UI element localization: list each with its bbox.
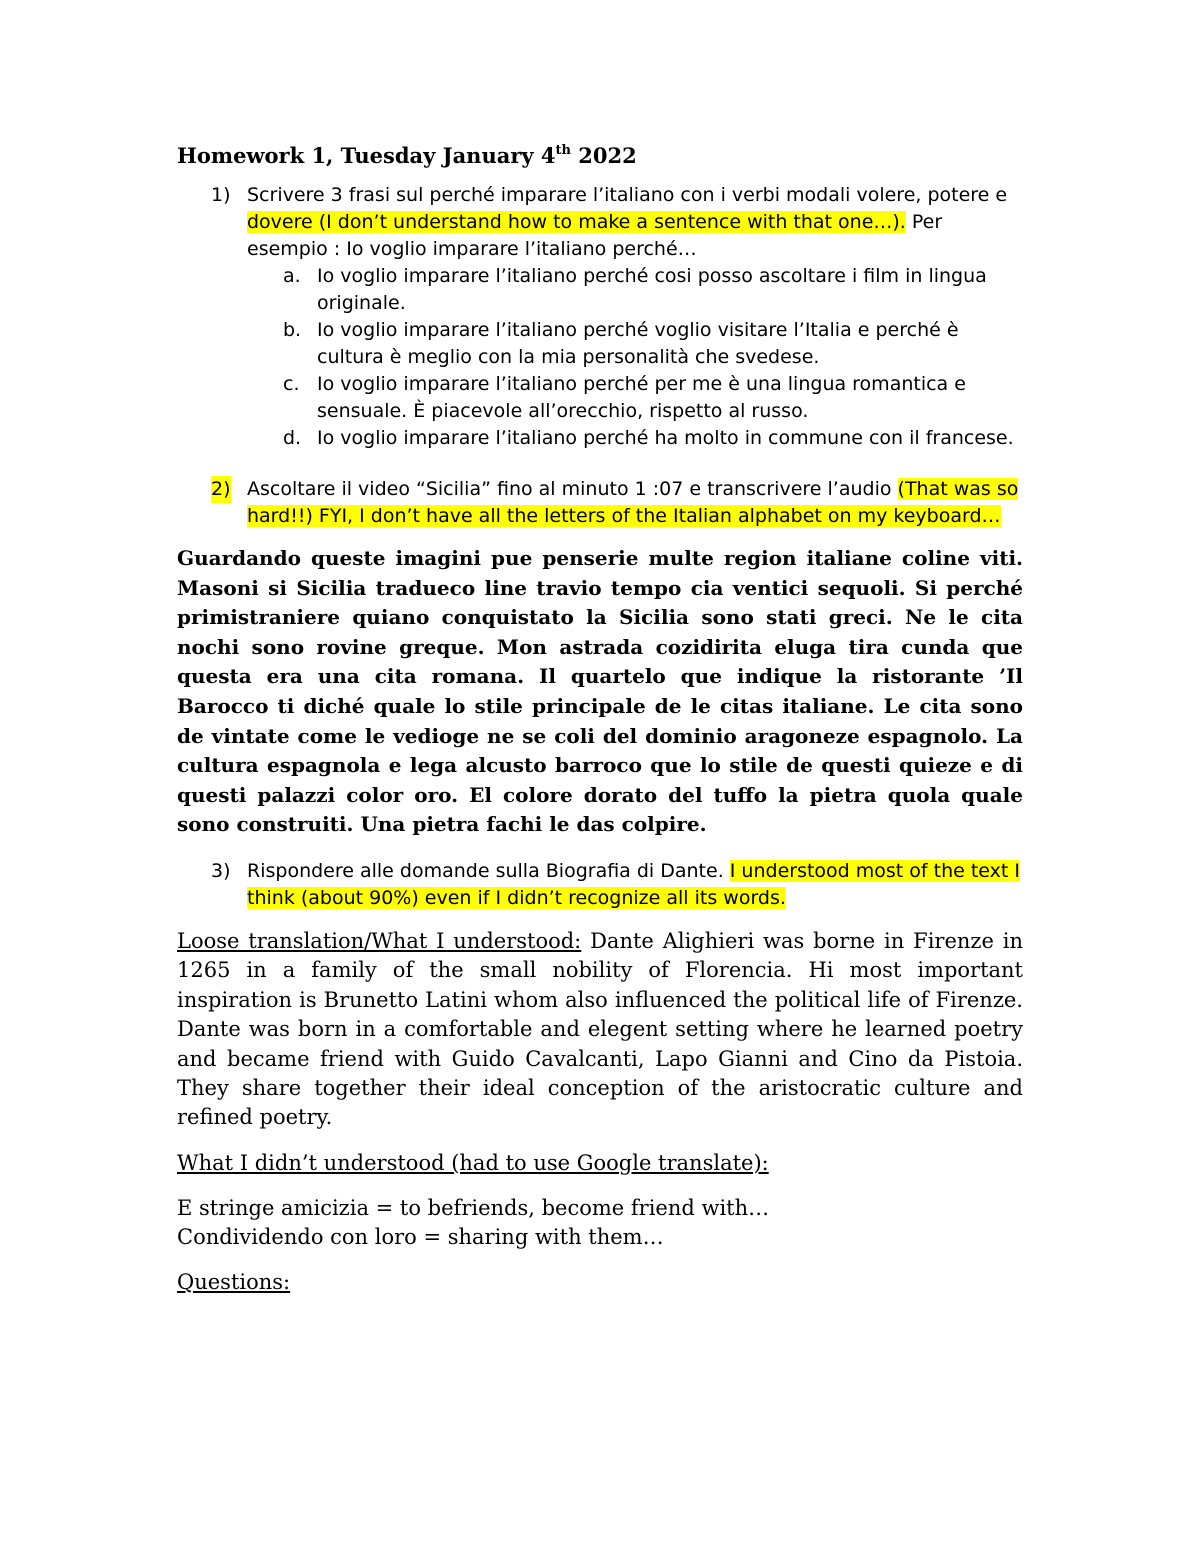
task-3	[177, 858, 1023, 912]
title-text: Homework 1, Tuesday January 4	[177, 143, 556, 168]
task-2-instruction: Ascoltare il video “Sicilia” fino al minuto 1 :07 e transcrivere l’audio	[247, 478, 898, 500]
task-1-number: 1)	[211, 184, 231, 206]
homework-title	[177, 140, 1023, 172]
list-item-letter: d.	[283, 427, 302, 449]
task-1-example: Per esempio : Io voglio imparare l’italiano perché…	[247, 211, 943, 260]
vocab-line-2: Condividendo con loro = sharing with them…	[177, 1224, 664, 1249]
task-1-intro	[247, 182, 1023, 263]
list-item-text: Io voglio imparare l’italiano perché ha molto in commune con il francese.	[317, 427, 1014, 449]
task-2-text	[247, 476, 1023, 530]
list-item-letter: a.	[283, 265, 301, 287]
title-year: 2022	[578, 143, 637, 168]
list-item-text: Io voglio imparare l’italiano perché cosi posso ascoltare i film in lingua originale.	[317, 265, 987, 314]
list-item-text: Io voglio imparare l’italiano perché per me è una lingua romantica e sensuale. È piacevole all’orecchio, rispetto al russo.	[317, 373, 966, 422]
document-page	[177, 140, 1023, 1297]
list-item-letter: b.	[283, 319, 302, 341]
questions-heading: Questions:	[177, 1269, 291, 1294]
task-3-highlight: I understood most of the text I think (about 90%) even if I didn’t recognize all its words.	[247, 859, 1021, 909]
task-3-number: 3)	[211, 859, 231, 882]
loose-translation-text: Dante Alighieri was borne in Firenze in 1265 in a family of the small nobility of Florencia. Hi most important inspiration is Brunetto Latini whom also influenced the political life of Firenze. Dante was born in a comfortable and elegent setting where he learned poetry and became friend with Guido Cavalcanti, Lapo Gianni and Cino da Pistoia. They share together their ideal conception of the aristocratic culture and refined poetry.	[177, 928, 1023, 1130]
list-item-text: Io voglio imparare l’italiano perché voglio visitare l’Italia e perché è cultura è meglio con la mia personalità che svedese.	[317, 319, 959, 368]
task-2	[177, 476, 1023, 530]
loose-translation	[177, 927, 1023, 1133]
list-item-letter: c.	[283, 373, 300, 395]
vocab-line-1: E stringe amicizia = to befriends, become friend with…	[177, 1195, 770, 1220]
task-2-number: 2)	[211, 476, 231, 503]
list-item	[247, 263, 1023, 317]
task-1-sentences	[247, 263, 1023, 452]
loose-translation-heading: Loose translation/What I understood:	[177, 928, 582, 953]
not-understood-heading: What I didn’t understood (had to use Google translate):	[177, 1150, 769, 1175]
list-item	[247, 371, 1023, 425]
task-3-text	[247, 858, 1023, 912]
audio-transcription: Guardando queste imagini pue penserie multe region italiane coline viti. Masoni si Sicilia tradueco line travio tempo cia ventici sequoli. Si perché primistraniere quiano conquistato la Sicilia sono stati greci. Ne le cita nochi sono rovine greque. Mon astrada cozidirita eluga tira cunda que questa era una cita romana. Il quartelo que indique la ristorante ’Il Barocco ti diché quale lo stile principale de le citas italiane. Le cita sono de vintate come le vedioge ne se coli del dominio aragoneze espagnolo. La cultura espagnola e lega alcusto barroco que lo stile de questi quieze e di questi palazzi color oro. El colore dorato del tuffo la pietra quola quale sono construiti. Una pietra fachi le das colpire.	[177, 546, 1023, 837]
task-1	[177, 182, 1023, 452]
task-1-highlight: dovere (I don’t understand how to make a sentence with that one…).	[247, 211, 906, 233]
task-2-highlight: (That was so hard!!) FYI, I don’t have all the letters of the Italian alphabet on my keyboard…	[247, 478, 1019, 527]
task-3-instruction: Rispondere alle domande sulla Biografia di Dante.	[247, 859, 730, 882]
list-item	[247, 317, 1023, 371]
title-superscript: th	[555, 143, 571, 158]
list-item	[247, 425, 1023, 452]
task-1-intro-text: Scrivere 3 frasi sul perché imparare l’italiano con i verbi modali volere, potere e	[247, 184, 1008, 206]
